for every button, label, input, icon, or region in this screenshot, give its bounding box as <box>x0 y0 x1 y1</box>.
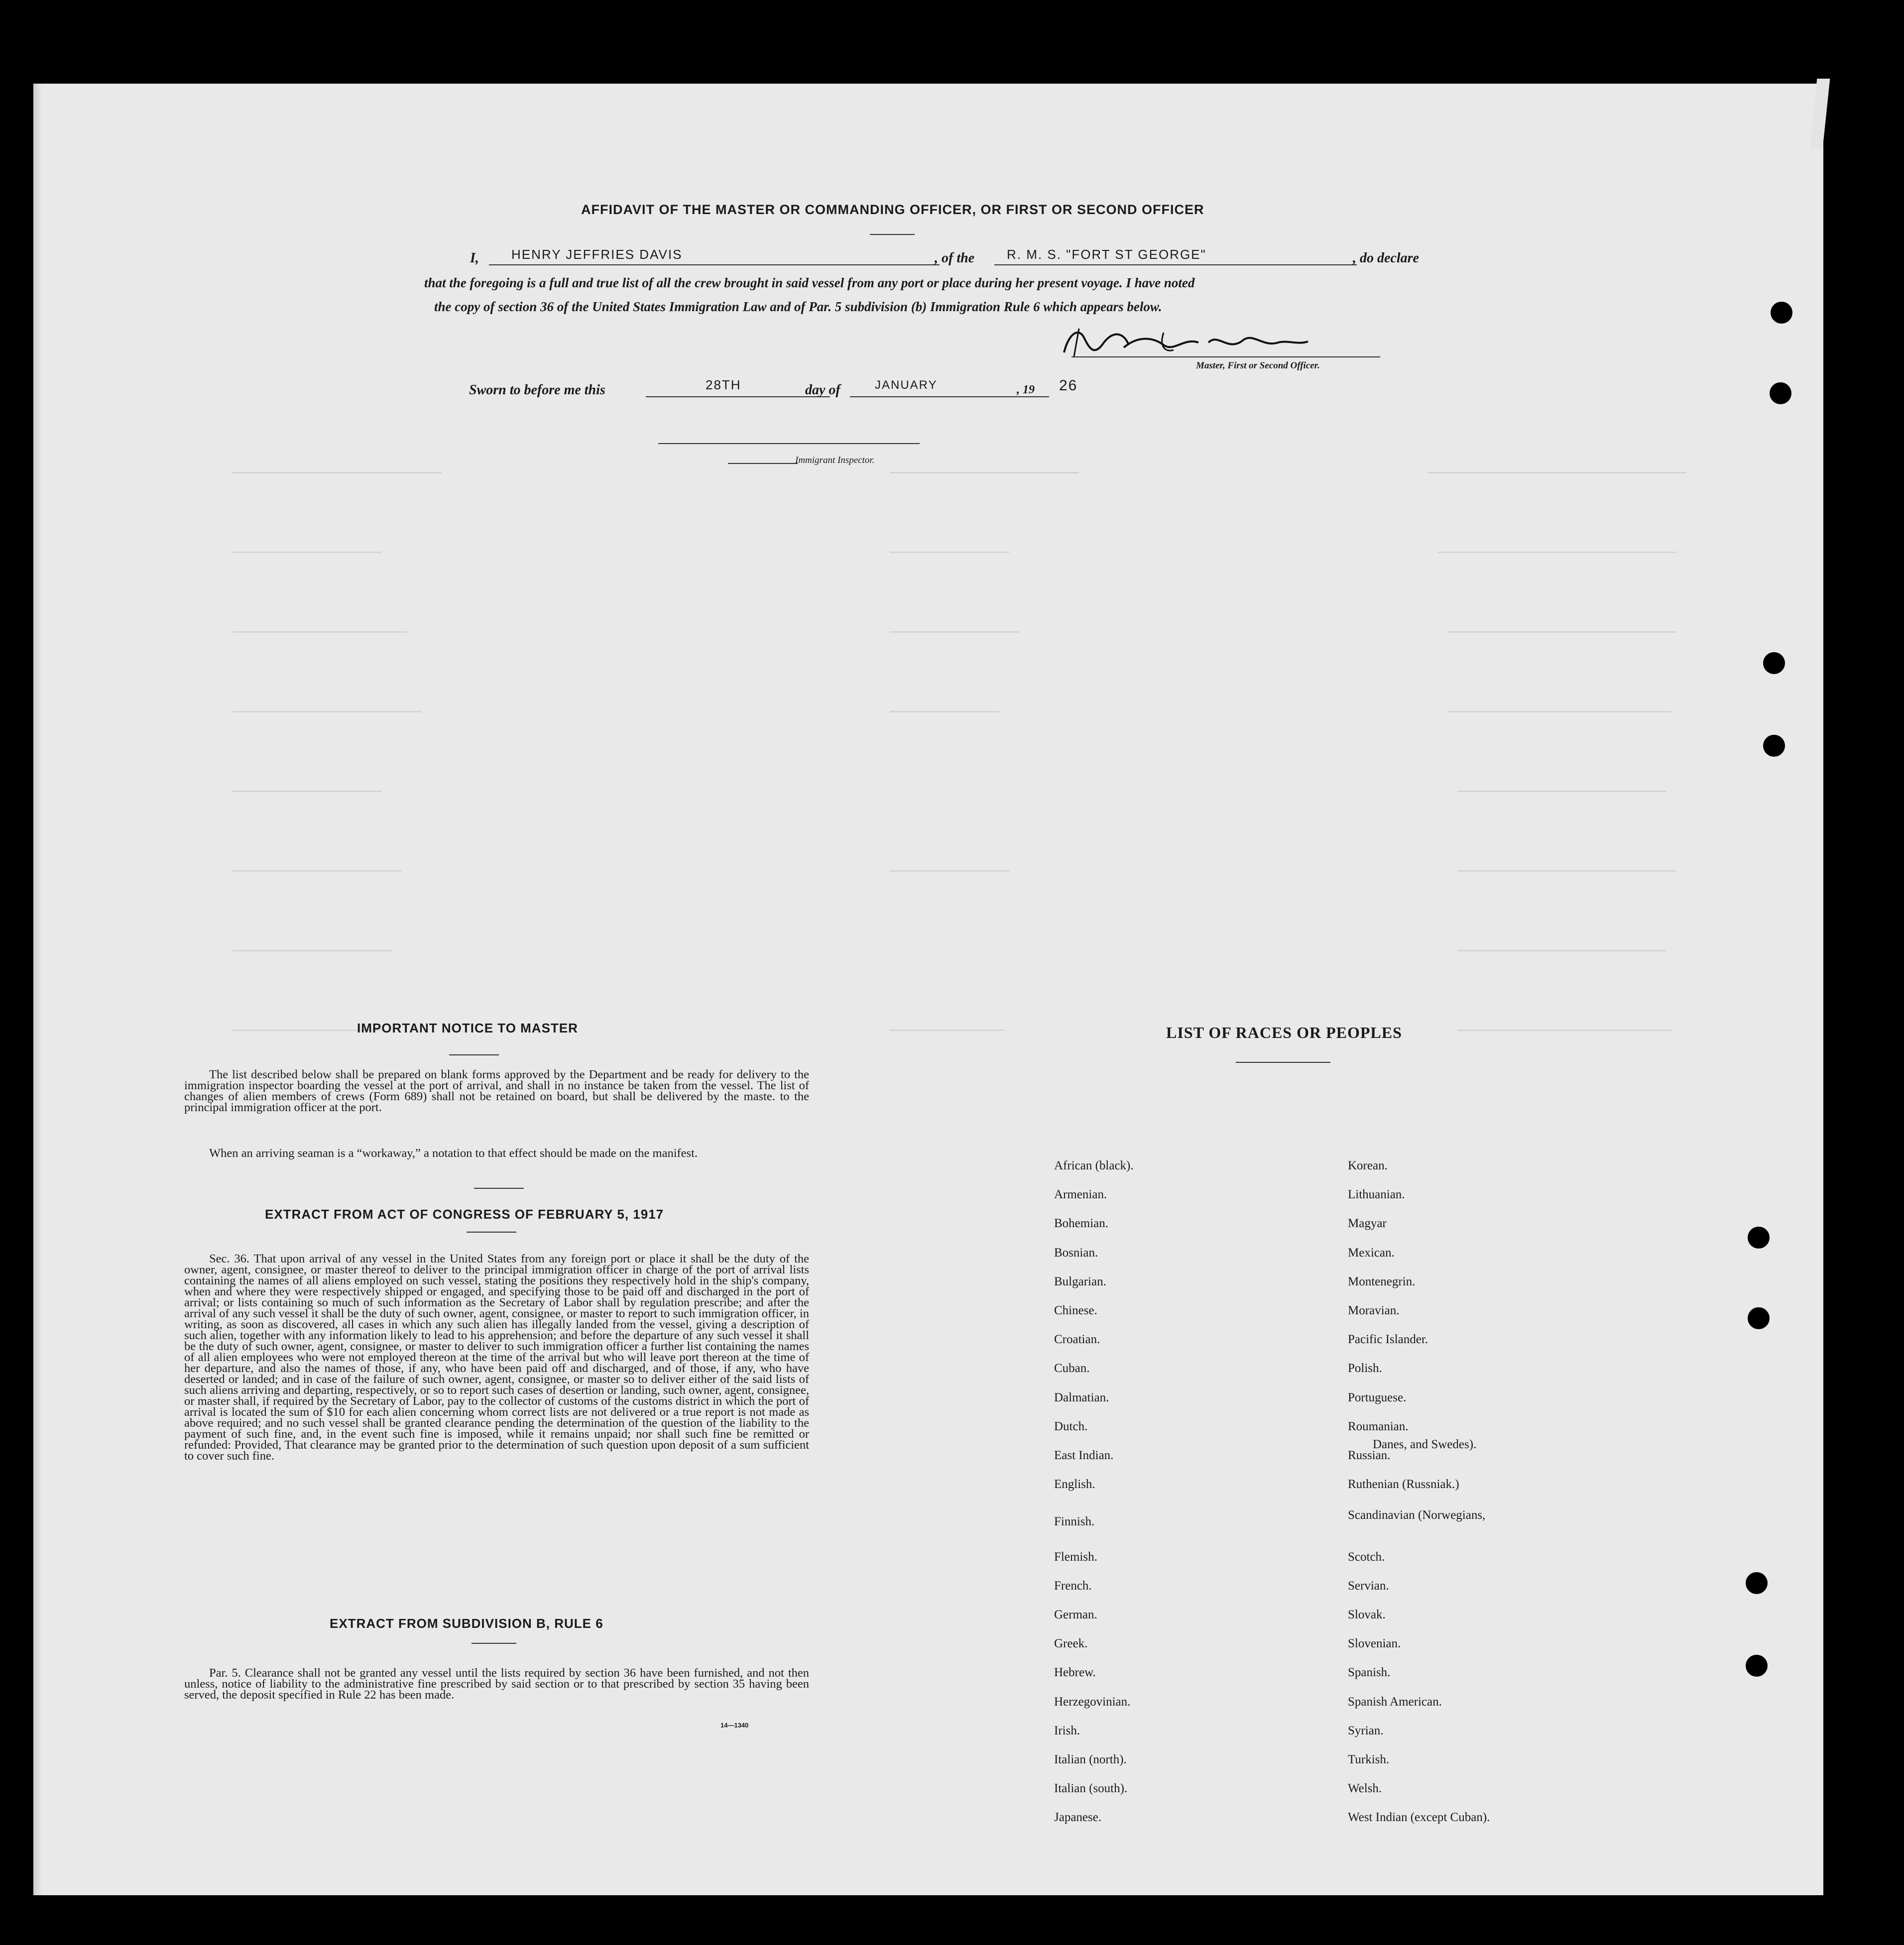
master-caption: Master, First or Second Officer. <box>1196 360 1320 371</box>
race-item: Chinese. <box>1054 1304 1097 1317</box>
race-item: Croatian. <box>1054 1333 1100 1346</box>
race-item: French. <box>1054 1579 1092 1593</box>
notice-paragraph-1: The list described below shall be prepared on blank forms approved by the Department and be ready for delivery to the immigration inspector boarding the vessel at the port of arrival, and shall in no instance be taken from the vessel. The list of changes of alien members of crews (Form 689) shall not be retained on board, but shall be delivered by the maste. to the principal immigration officer at the port. <box>184 1068 809 1114</box>
sworn-day: 28TH <box>706 377 741 392</box>
race-item: Greek. <box>1054 1637 1088 1650</box>
race-item: Russian. <box>1348 1449 1391 1462</box>
inspector-short-line <box>728 463 798 464</box>
act-extract-title: EXTRACT FROM ACT OF CONGRESS OF FEBRUARY 5, 1917 <box>265 1207 664 1222</box>
race-item: Cuban. <box>1054 1362 1090 1375</box>
race-item: Slovenian. <box>1348 1637 1401 1650</box>
inspector-signature-line <box>658 443 920 444</box>
race-item: Spanish. <box>1348 1666 1391 1679</box>
race-item: Lithuanian. <box>1348 1188 1405 1201</box>
race-item: Armenian. <box>1054 1188 1107 1201</box>
punch-hole <box>1748 1227 1770 1249</box>
do-declare-label: , do declare <box>1353 250 1419 266</box>
punch-hole <box>1746 1655 1768 1677</box>
race-item: Dutch. <box>1054 1420 1088 1433</box>
affidavit-line-2: that the foregoing is a full and true list of all the crew brought in said vessel from any port or place during her present voyage. I have noted <box>424 275 1195 290</box>
race-item: Pacific Islander. <box>1348 1333 1428 1346</box>
race-item: Flemish. <box>1054 1550 1097 1564</box>
race-item: West Indian (except Cuban). <box>1348 1811 1490 1824</box>
notice-end-divider <box>474 1188 524 1189</box>
race-item: Bosnian. <box>1054 1246 1098 1259</box>
race-item: Herzegovinian. <box>1054 1695 1131 1709</box>
act-extract-divider <box>467 1232 516 1233</box>
rule-extract-title: EXTRACT FROM SUBDIVISION B, RULE 6 <box>330 1616 603 1631</box>
page-corner <box>1810 79 1830 148</box>
race-item: Ruthenian (Russniak.) <box>1348 1478 1459 1491</box>
race-item: Scandinavian (Norwegians, <box>1348 1508 1486 1522</box>
day-line <box>646 396 830 397</box>
signature-line <box>1071 356 1380 357</box>
notice-paragraph-2: When an arriving seaman is a “workaway,” a notation to that effect should be made on the manifest. <box>209 1146 698 1160</box>
race-item: Turkish. <box>1348 1753 1390 1766</box>
vessel-line <box>994 264 1357 265</box>
race-item: German. <box>1054 1608 1097 1621</box>
race-continuation: Danes, and Swedes). <box>1373 1438 1477 1451</box>
race-item: Dalmatian. <box>1054 1391 1109 1404</box>
race-item: Bulgarian. <box>1054 1275 1106 1288</box>
races-divider <box>1236 1062 1330 1063</box>
race-item: Irish. <box>1054 1724 1080 1737</box>
race-item: Japanese. <box>1054 1811 1102 1824</box>
title-divider <box>870 234 915 235</box>
of-the-label: , of the <box>935 250 975 266</box>
race-item: East Indian. <box>1054 1449 1114 1462</box>
race-item: Montenegrin. <box>1348 1275 1416 1288</box>
race-item: Roumanian. <box>1348 1420 1409 1433</box>
declarant-name: HENRY JEFFRIES DAVIS <box>511 247 683 262</box>
act-extract-text: Sec. 36. That upon arrival of any vessel in the United States from any foreign port or place it shall be the duty of the owner, agent, consignee, or master thereof to deliver to the principal immigration officer in charge of the port of arrival lists containing the names of all aliens employed on such vessel, stating the positions they respectively hold in the ship's company, when and where they were respectively shipped or engaged, and specifying those to be paid off and discharged in the port of arrival; or lists containing so much of such information as the Secretary of Labor shall by regulation prescribe; and after the arrival of any such vessel it shall be the duty of such owner, agent, consignee, or master to report to such immigration officer, in writing, as soon as discovered, all cases in which any such alien has illegally landed from the vessel, giving a description of such alien, together with any information likely to lead to his apprehension; and before the departure of any such vessel it shall be the duty of such owner, agent, consignee, or master to deliver to such immigration officer a further list containing the names of all alien employees who were not employed thereon at the time of the arrival but who will leave port thereon at the time of her departure, and also the names of those, if any, who have been paid off and discharged, and of those, if any, who have deserted or landed; and in case of the failure of such owner, agent, consignee, or master so to deliver either of the said lists of such aliens arriving and departing, respectively, or so to report such cases of desertion or landing, such owner, agent, consignee, or master shall, if required by the Secretary of Labor, pay to the collector of customs of the customs district in which the port of arrival is located the sum of $10 for each alien concerning whom correct lists are not delivered or a true report is not made as above required; and no such vessel shall be granted clearance pending the determination of the question of the liability to the payment of such fine, and, in the event such fine is imposed, while it remains unpaid; nor shall such fine be remitted or refunded: Provided, That clearance may be granted prior to the determination of such question upon deposit of a sum sufficient to cover such fine. <box>184 1252 809 1463</box>
race-item: Portuguese. <box>1348 1391 1407 1404</box>
sworn-month: JANUARY <box>875 378 938 392</box>
race-item: Italian (south). <box>1054 1782 1128 1795</box>
race-item: Mexican. <box>1348 1246 1395 1259</box>
sworn-label: Sworn to before me this <box>469 382 605 398</box>
race-item: Syrian. <box>1348 1724 1384 1737</box>
race-item: Hebrew. <box>1054 1666 1096 1679</box>
race-item: Polish. <box>1348 1362 1382 1375</box>
punch-hole <box>1771 302 1792 324</box>
race-item: Italian (north). <box>1054 1753 1127 1766</box>
race-item: Moravian. <box>1348 1304 1400 1317</box>
punch-hole <box>1748 1307 1770 1329</box>
race-item: Finnish. <box>1054 1515 1095 1528</box>
vessel-name: R. M. S. "FORT ST GEORGE" <box>1007 247 1206 262</box>
name-line <box>489 264 940 265</box>
rule-extract-divider <box>472 1643 516 1644</box>
affidavit-title: AFFIDAVIT OF THE MASTER OR COMMANDING OFFICER, OR FIRST OR SECOND OFFICER <box>581 202 1204 217</box>
notice-divider <box>449 1054 499 1055</box>
notice-title: IMPORTANT NOTICE TO MASTER <box>357 1021 578 1035</box>
punch-hole <box>1770 382 1791 404</box>
race-item: Spanish American. <box>1348 1695 1442 1709</box>
affidavit-line-3: the copy of section 36 of the United States Immigration Law and of Par. 5 subdivision (b) Immigration Rule 6 which appears below. <box>434 299 1162 314</box>
race-item: Bohemian. <box>1054 1217 1109 1230</box>
form-number: 14—1340 <box>720 1721 749 1729</box>
century-label: , 19 <box>1017 383 1035 396</box>
rule-extract-text: Par. 5. Clearance shall not be granted any vessel until the lists required by section 36 have been furnished, and not then unless, notice of liability to the administrative fine prescribed by said section or to that prescribed by section 35 having been served, the deposit specified in Rule 22 has been made. <box>184 1666 809 1702</box>
inspector-caption: Immigrant Inspector. <box>795 455 875 465</box>
race-item: English. <box>1054 1478 1095 1491</box>
race-item: Magyar <box>1348 1217 1387 1230</box>
i-label: I, <box>470 250 479 266</box>
race-item: Welsh. <box>1348 1782 1382 1795</box>
day-of-label: day of <box>805 382 840 398</box>
punch-hole <box>1763 735 1785 757</box>
races-title: LIST OF RACES OR PEOPLES <box>1166 1024 1402 1041</box>
race-item: African (black). <box>1054 1159 1134 1172</box>
punch-hole <box>1746 1572 1768 1594</box>
document-page <box>33 84 1823 1895</box>
race-item: Korean. <box>1348 1159 1388 1172</box>
page-edge <box>33 84 42 1895</box>
race-item: Servian. <box>1348 1579 1389 1593</box>
sworn-year: 26 <box>1059 377 1078 394</box>
punch-hole <box>1763 652 1785 674</box>
race-item: Slovak. <box>1348 1608 1386 1621</box>
race-item: Scotch. <box>1348 1550 1385 1564</box>
